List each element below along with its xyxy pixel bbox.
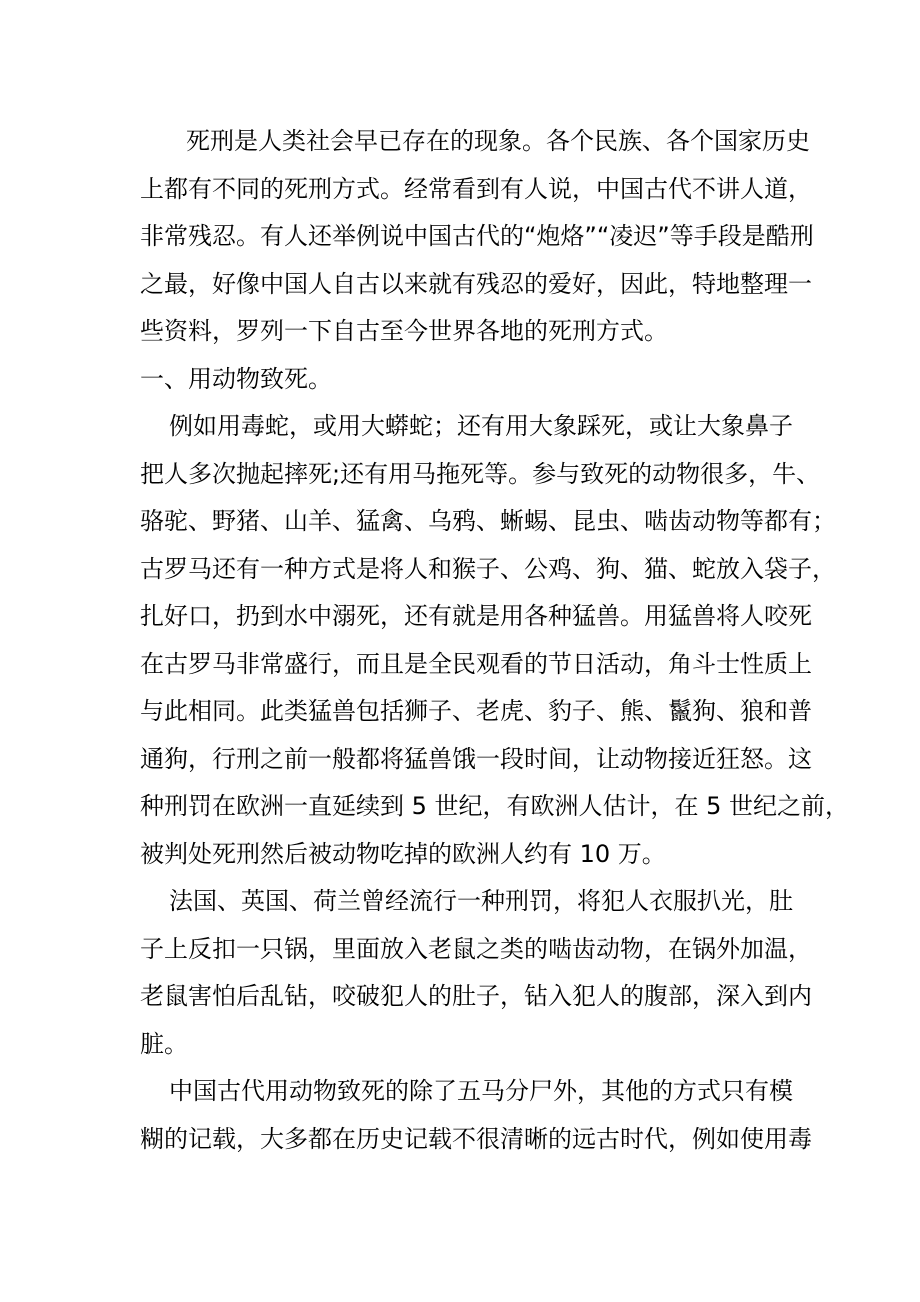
text-line: 糊的记载，大多都在历史记载不很清晰的远古时代，例如使用毒 [140,1124,812,1153]
text-line: 非常残忍。有人还举例说中国古代的“炮烙”“凌迟”等手段是酷刑 [140,222,814,250]
animals-paragraph-3 [140,1068,812,1163]
intro-paragraph [140,118,814,356]
text-line: 种刑罚在欧洲一直延续到 5 世纪，有欧洲人估计，在 5 世纪之前， [140,792,850,820]
text-line: 古罗马还有一种方式是将人和猴子、公鸡、狗、猫、蛇放入袋子， [140,554,836,583]
text-line: 一、用动物致死。 [140,364,332,393]
text-line: 在古罗马非常盛行，而且是全民观看的节日活动，角斗士性质上 [140,649,812,678]
text-line: 骆驼、野猪、山羊、猛禽、乌鸦、蜥蜴、昆虫、啮齿动物等都有； [140,507,836,535]
text-line: 死刑是人类社会早已存在的现象。各个民族、各个国家历史 [186,127,810,155]
section-heading-1 [140,356,780,404]
text-line: 之最，好像中国人自古以来就有残忍的爱好，因此，特地整理一 [140,269,812,298]
document-body [140,118,850,1163]
text-line: 老鼠害怕后乱钻，咬破犯人的肚子，钻入犯人的腹部，深入到内 [140,982,812,1010]
text-line: 被判处死刑然后被动物吃掉的欧洲人约有 10 万。 [140,839,666,868]
animals-paragraph-2 [140,878,812,1068]
text-line: 与此相同。此类猛兽包括狮子、老虎、豹子、熊、鬣狗、狼和普 [140,697,812,725]
text-line: 法国、英国、荷兰曾经流行一种刑罚，将犯人衣服扒光，肚 [169,887,793,915]
text-line: 扎好口，扔到水中溺死，还有就是用各种猛兽。用猛兽将人咬死 [140,602,812,630]
text-line: 把人多次抛起摔死;还有用马拖死等。参与致死的动物很多，牛、 [140,459,821,488]
text-line: 上都有不同的死刑方式。经常看到有人说，中国古代不讲人道， [140,174,812,203]
animals-paragraph-1 [140,403,850,878]
text-line: 例如用毒蛇，或用大蟒蛇；还有用大象踩死，或让大象鼻子 [169,412,793,440]
text-line: 些资料，罗列一下自古至今世界各地的死刑方式。 [140,317,668,345]
text-line: 中国古代用动物致死的除了五马分尸外，其他的方式只有模 [169,1077,793,1105]
text-line: 通狗，行刑之前一般都将猛兽饿一段时间，让动物接近狂怒。这 [140,744,812,773]
text-line: 子上反扣一只锅，里面放入老鼠之类的啮齿动物，在锅外加温， [140,934,812,963]
text-line: 脏。 [140,1029,188,1058]
